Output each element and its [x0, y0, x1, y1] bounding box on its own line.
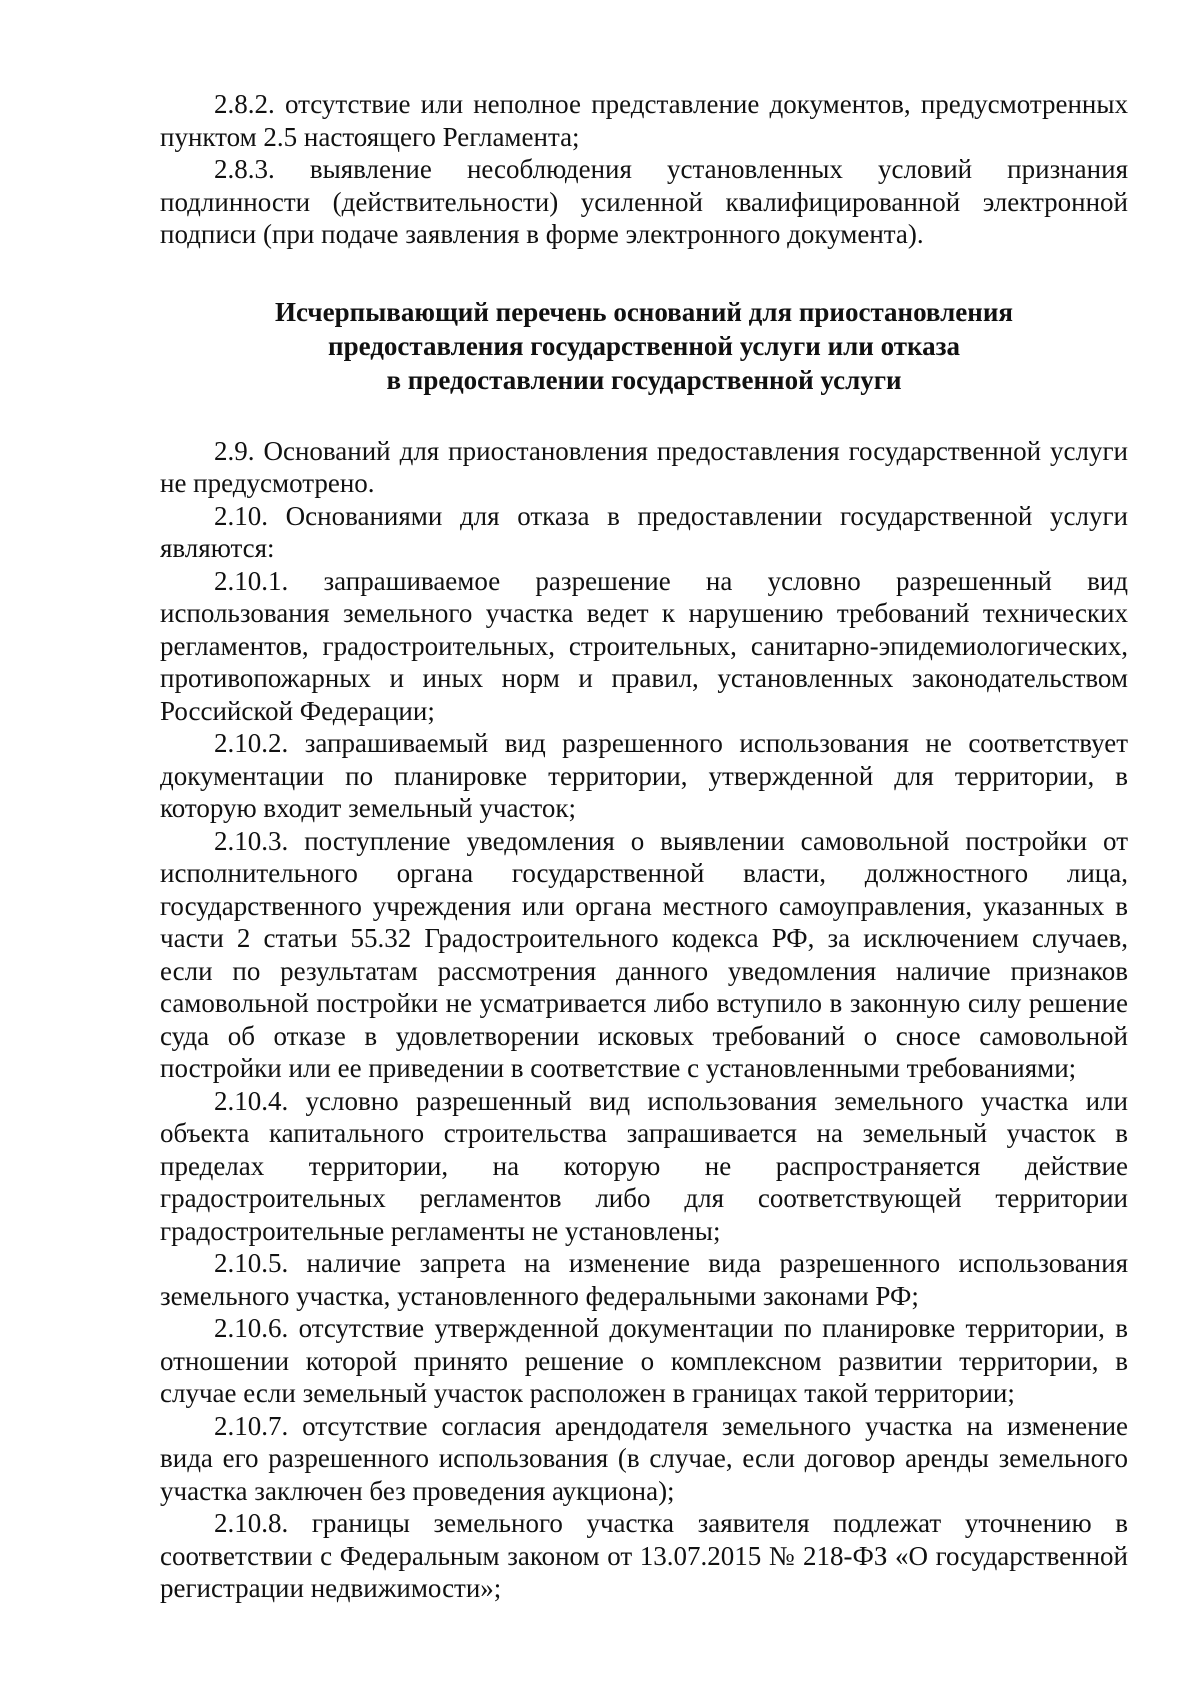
paragraph-2-8-3: 2.8.3. выявление несоблюдения установленных условий признания подлинности (действительности) усиленной квалифицированной электронной подписи (при подаче заявления в форме электронного документа). — [160, 154, 1128, 249]
paragraph-2-10-4: 2.10.4. условно разрешенный вид использования земельного участка или объекта капитального строительства запрашивается на земельный участок в пределах территории, на которую не распространяется действие градостроительных регламентов либо для соответствующей территории градостроительные регламенты не установлены; — [160, 1085, 1128, 1246]
paragraph-2-10-6: 2.10.6. отсутствие утвержденной документации по планировке территории, в отношении которой принято решение о комплексном развитии территории, в случае если земельный участок расположен в границах такой территории; — [160, 1313, 1128, 1408]
section-heading-line-1: Исчерпывающий перечень оснований для приостановления — [274, 296, 1014, 327]
section-heading — [160, 295, 1128, 397]
document-page — [160, 88, 1128, 1605]
paragraph-2-8-2: 2.8.2. отсутствие или неполное представление документов, предусмотренных пунктом 2.5 настоящего Регламента; — [160, 89, 1128, 152]
paragraph-2-10-3: 2.10.3. поступление уведомления о выявлении самовольной постройки от исполнительного органа государственной власти, должностного лица, государственного учреждения или органа местного самоуправления, указанных в части 2 статьи 55.32 Градостроительного кодекса РФ, за исключением случаев, если по результатам рассмотрения данного уведомления наличие признаков самовольной постройки не усматривается либо вступило в законную силу решение суда об отказе в удовлетворении исковых требований о сносе самовольной постройки или ее приведении в соответствие с установленными требованиями; — [160, 825, 1128, 1083]
paragraph-2-10-8: 2.10.8. границы земельного участка заявителя подлежат уточнению в соответствии с Федеральным законом от 13.07.2015 № 218-ФЗ «О государственной регистрации недвижимости»; — [160, 1508, 1128, 1603]
paragraph-2-9: 2.9. Оснований для приостановления предоставления государственной услуги не предусмотрено. — [160, 435, 1128, 498]
section-heading-line-3: в предоставлении государственной услуги — [386, 364, 902, 395]
paragraph-2-10-1: 2.10.1. запрашиваемое разрешение на условно разрешенный вид использования земельного участка ведет к нарушению требований технических регламентов, градостроительных, строительных, санитарно-эпидемиологических, противопожарных и иных норм и правил, установленных законодательством Российской Федерации; — [160, 565, 1128, 726]
paragraph-2-10: 2.10. Основаниями для отказа в предоставлении государственной услуги являются: — [160, 500, 1128, 563]
section-heading-line-2: предоставления государственной услуги или отказа — [328, 330, 960, 361]
paragraph-2-10-5: 2.10.5. наличие запрета на изменение вида разрешенного использования земельного участка, установленного федеральными законами РФ; — [160, 1248, 1128, 1311]
paragraph-2-10-7: 2.10.7. отсутствие согласия арендодателя земельного участка на изменение вида его разрешенного использования (в случае, если договор аренды земельного участка заключен без проведения аукциона); — [160, 1410, 1128, 1506]
paragraph-2-10-2: 2.10.2. запрашиваемый вид разрешенного использования не соответствует документации по планировке территории, утвержденной для территории, в которую входит земельный участок; — [160, 728, 1128, 823]
